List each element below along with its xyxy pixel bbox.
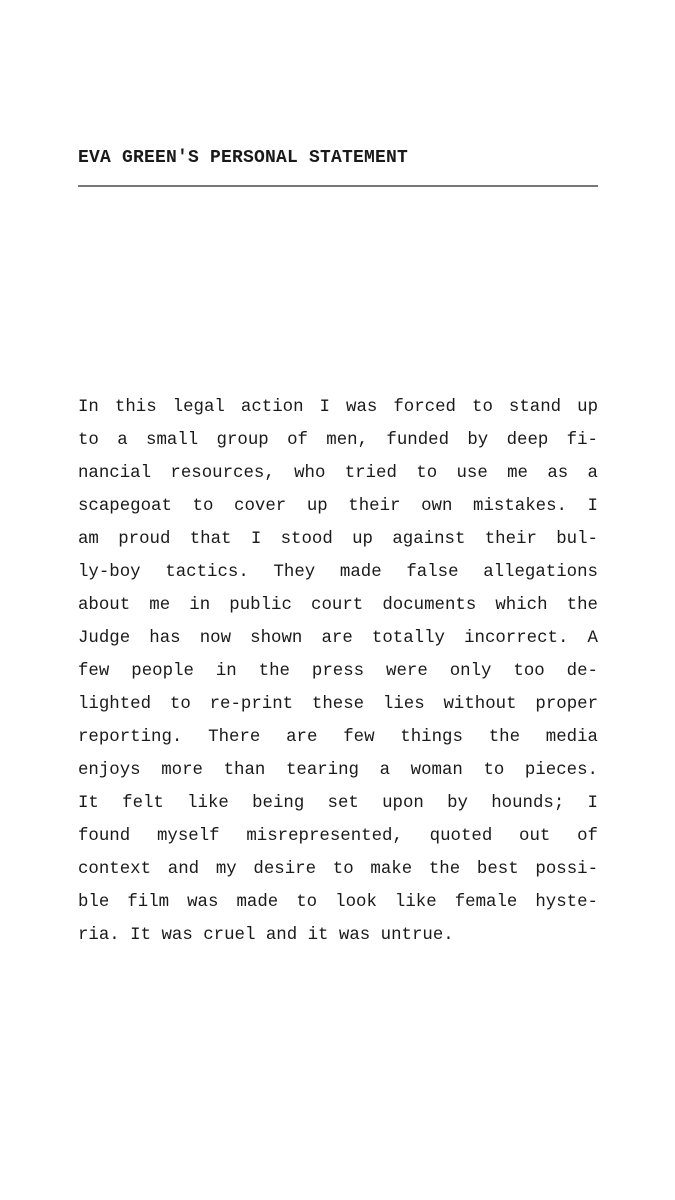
title-divider [78, 185, 598, 187]
statement-line: In this legal action I was forced to stand up [78, 398, 598, 417]
statement-line: It felt like being set upon by hounds; I [78, 794, 598, 813]
statement-title: EVA GREEN'S PERSONAL STATEMENT [78, 148, 409, 168]
statement-line: scapegoat to cover up their own mistakes. I [78, 497, 598, 516]
statement-line: few people in the press were only too de- [78, 662, 598, 681]
statement-line: lighted to re-print these lies without proper [78, 695, 598, 714]
statement-line: ria. It was cruel and it was untrue. [78, 926, 454, 945]
statement-line: ly-boy tactics. They made false allegations [78, 563, 598, 582]
statement-line: am proud that I stood up against their bul- [78, 530, 598, 549]
statement-line: about me in public court documents which the [78, 596, 598, 615]
statement-line: Judge has now shown are totally incorrect. A [78, 629, 598, 648]
statement-body [78, 394, 598, 955]
statement-line: found myself misrepresented, quoted out of [78, 827, 598, 846]
statement-line: ble film was made to look like female hyste- [78, 893, 598, 912]
statement-line: reporting. There are few things the media [78, 728, 598, 747]
statement-line: context and my desire to make the best possi- [78, 860, 598, 879]
statement-line: nancial resources, who tried to use me as a [78, 464, 598, 483]
statement-line: enjoys more than tearing a woman to pieces. [78, 761, 598, 780]
statement-line: to a small group of men, funded by deep fi- [78, 431, 598, 450]
